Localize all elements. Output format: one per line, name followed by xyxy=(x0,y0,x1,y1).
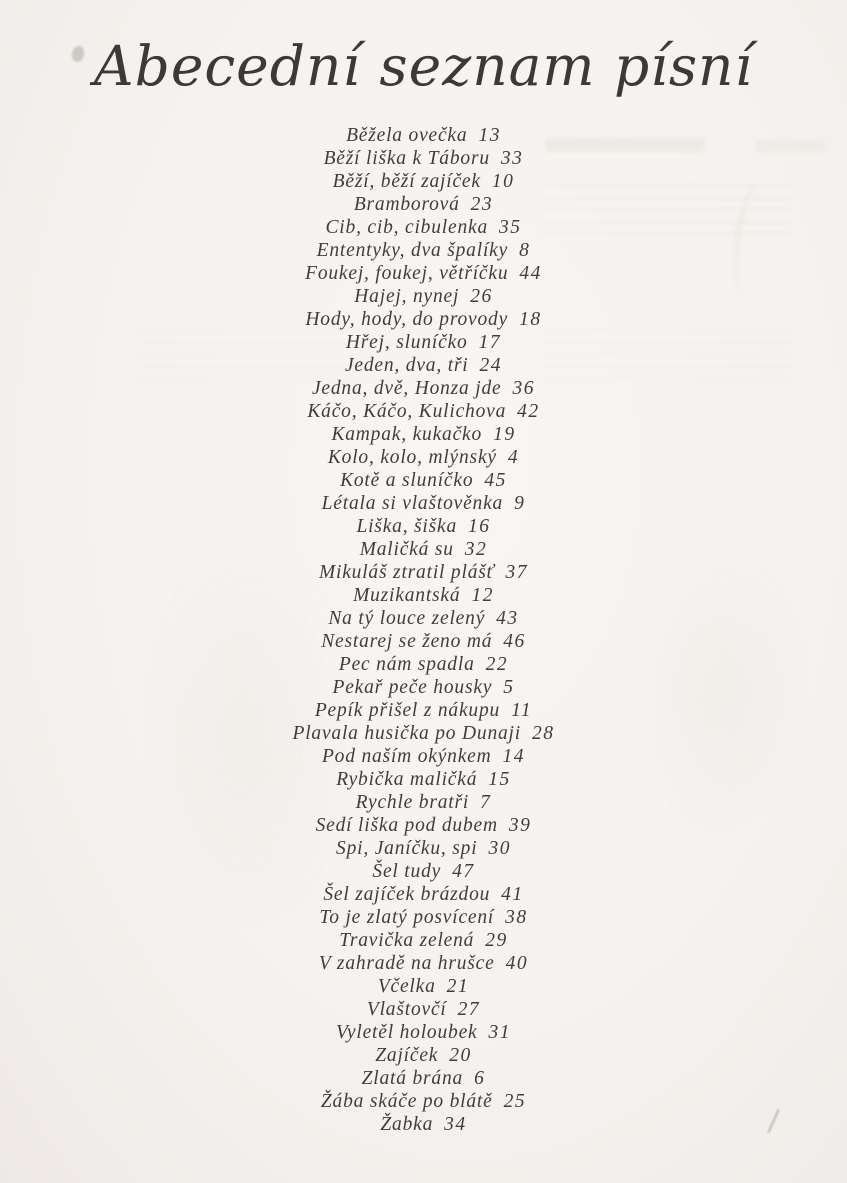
song-title: Včelka xyxy=(377,976,436,997)
song-index-entry xyxy=(0,745,847,768)
song-page-number: 23 xyxy=(470,194,494,215)
song-index-entry xyxy=(0,837,847,860)
song-page-number: 44 xyxy=(519,263,542,284)
song-title: Žabka xyxy=(380,1114,434,1135)
song-title: Liška, šiška xyxy=(356,516,458,537)
song-page-number: 34 xyxy=(444,1114,467,1135)
song-title: Běžela ovečka xyxy=(346,125,468,146)
song-index-entry xyxy=(0,1067,847,1090)
song-index-entry xyxy=(0,147,847,170)
song-title: Létala si vlaštověnka xyxy=(321,493,504,514)
song-page-number: 27 xyxy=(457,999,481,1020)
song-index-entry xyxy=(0,791,847,814)
song-title: Plavala husička po Dunaji xyxy=(292,723,521,744)
song-index-entry xyxy=(0,722,847,745)
song-page-number: 16 xyxy=(468,516,491,537)
song-index-entry xyxy=(0,998,847,1021)
song-title: Kampak, kukačko xyxy=(331,424,483,445)
song-index-entry xyxy=(0,308,847,331)
song-title: Pekař peče housky xyxy=(332,677,493,698)
song-index-entry xyxy=(0,883,847,906)
song-title: Mikuláš ztratil plášť xyxy=(318,562,495,583)
song-title: Šel zajíček brázdou xyxy=(323,884,491,905)
song-title: Na tý louce zelený xyxy=(328,608,486,629)
song-page-number: 5 xyxy=(503,677,515,698)
song-index-entry xyxy=(0,538,847,561)
song-index-entry xyxy=(0,193,847,216)
song-page-number: 24 xyxy=(479,355,503,376)
song-page-number: 6 xyxy=(474,1068,486,1089)
song-title: Hajej, nynej xyxy=(354,286,460,307)
song-title: Ententyky, dva špalíky xyxy=(316,240,509,261)
song-index-entry xyxy=(0,423,847,446)
song-title: Rychle bratři xyxy=(355,792,470,813)
song-index-entry xyxy=(0,607,847,630)
song-title: Zajíček xyxy=(375,1045,439,1066)
song-page-number: 31 xyxy=(488,1022,511,1043)
song-index-entry xyxy=(0,929,847,952)
song-page-number: 8 xyxy=(519,240,531,261)
song-title: Běží liška k Táboru xyxy=(323,148,490,169)
song-page-number: 30 xyxy=(488,838,511,859)
song-page-number: 40 xyxy=(505,953,529,974)
song-index-entry xyxy=(0,1021,847,1044)
song-page-number: 9 xyxy=(514,493,526,514)
song-title: Šel tudy xyxy=(372,861,442,882)
song-index-entry xyxy=(0,216,847,239)
song-title: Jedna, dvě, Honza jde xyxy=(311,378,502,399)
song-page-number: 39 xyxy=(508,815,532,836)
song-index-entry xyxy=(0,584,847,607)
song-index-entry xyxy=(0,676,847,699)
song-title: Maličká su xyxy=(359,539,454,560)
song-title: Bramborová xyxy=(353,194,460,215)
song-index-entry xyxy=(0,1044,847,1067)
song-index-entry xyxy=(0,170,847,193)
song-index-entry xyxy=(0,446,847,469)
song-title: Sedí liška pod dubem xyxy=(315,815,498,836)
song-page-number: 13 xyxy=(478,125,501,146)
song-page-number: 25 xyxy=(503,1091,527,1112)
song-index-list xyxy=(0,124,847,1136)
song-title: Foukej, foukej, větříčku xyxy=(305,263,509,284)
song-title: Rybička maličká xyxy=(336,769,478,790)
song-title: Cib, cib, cibulenka xyxy=(325,217,488,238)
song-page-number: 43 xyxy=(496,608,519,629)
song-index-entry xyxy=(0,377,847,400)
song-index-entry xyxy=(0,630,847,653)
song-title: Žába skáče po blátě xyxy=(320,1091,493,1112)
song-page-number: 35 xyxy=(499,217,522,238)
song-page-number: 42 xyxy=(517,401,540,422)
song-index-entry xyxy=(0,906,847,929)
song-title: Spi, Janíčku, spi xyxy=(336,838,478,859)
song-title: Nestarej se ženo má xyxy=(321,631,493,652)
song-index-entry xyxy=(0,492,847,515)
song-index-entry xyxy=(0,699,847,722)
song-title: Hřej, sluníčko xyxy=(345,332,468,353)
song-index-entry xyxy=(0,354,847,377)
song-title: Hody, hody, do provody xyxy=(305,309,509,330)
song-page-number: 14 xyxy=(502,746,526,767)
song-index-entry xyxy=(0,331,847,354)
song-title: Pepík přišel z nákupu xyxy=(314,700,501,721)
song-page-number: 28 xyxy=(532,723,555,744)
song-index-entry xyxy=(0,860,847,883)
song-page-number: 21 xyxy=(446,976,470,997)
song-index-entry xyxy=(0,1113,847,1136)
song-index-entry xyxy=(0,952,847,975)
song-page-number: 45 xyxy=(484,470,507,491)
song-index-entry xyxy=(0,239,847,262)
song-title: Vyletěl holoubek xyxy=(336,1022,478,1043)
song-page-number: 47 xyxy=(452,861,475,882)
song-title: Vlaštovčí xyxy=(366,999,447,1020)
song-index-entry xyxy=(0,768,847,791)
song-index-entry xyxy=(0,561,847,584)
song-title: Travička zelená xyxy=(339,930,475,951)
song-title: Káčo, Káčo, Kulichova xyxy=(307,401,507,422)
song-index-entry xyxy=(0,262,847,285)
song-index-entry xyxy=(0,814,847,837)
song-title: Muzikantská xyxy=(353,585,461,606)
song-title: Jeden, dva, tři xyxy=(344,355,469,376)
song-title: V zahradě na hrušce xyxy=(318,953,495,974)
song-index-entry xyxy=(0,1090,847,1113)
song-page-number: 33 xyxy=(500,148,524,169)
song-page-number: 38 xyxy=(505,907,528,928)
song-page-number: 26 xyxy=(470,286,493,307)
song-index-entry xyxy=(0,400,847,423)
song-page-number: 22 xyxy=(485,654,509,675)
song-page-number: 36 xyxy=(512,378,536,399)
song-index-entry xyxy=(0,975,847,998)
song-index-entry xyxy=(0,653,847,676)
page-title: Abecední seznam písní xyxy=(93,34,754,98)
song-page-number: 4 xyxy=(507,447,520,468)
song-page-number: 12 xyxy=(471,585,494,606)
song-page-number: 29 xyxy=(485,930,508,951)
song-title: Kotě a sluníčko xyxy=(340,470,474,491)
song-page-number: 20 xyxy=(449,1045,472,1066)
song-page-number: 41 xyxy=(501,884,524,905)
song-index-entry xyxy=(0,515,847,538)
song-page-number: 32 xyxy=(464,539,488,560)
song-title: Pod naším okýnkem xyxy=(321,746,492,767)
song-page-number: 10 xyxy=(491,171,515,192)
song-page-number: 7 xyxy=(480,792,492,813)
song-index-entry xyxy=(0,469,847,492)
song-index-entry xyxy=(0,124,847,147)
song-page-number: 46 xyxy=(503,631,526,652)
song-page-number: 37 xyxy=(505,562,529,583)
song-page-number: 19 xyxy=(493,424,516,445)
song-page-number: 18 xyxy=(519,309,542,330)
song-title: To je zlatý posvícení xyxy=(319,907,495,928)
song-index-entry xyxy=(0,285,847,308)
song-title: Běží, běží zajíček xyxy=(332,171,481,192)
song-title: Pec nám spadla xyxy=(338,654,475,675)
song-title: Zlatá brána xyxy=(361,1068,464,1089)
song-page-number: 17 xyxy=(478,332,502,353)
song-title: Kolo, kolo, mlýnský xyxy=(327,447,497,468)
song-page-number: 11 xyxy=(511,700,533,721)
song-page-number: 15 xyxy=(488,769,511,790)
